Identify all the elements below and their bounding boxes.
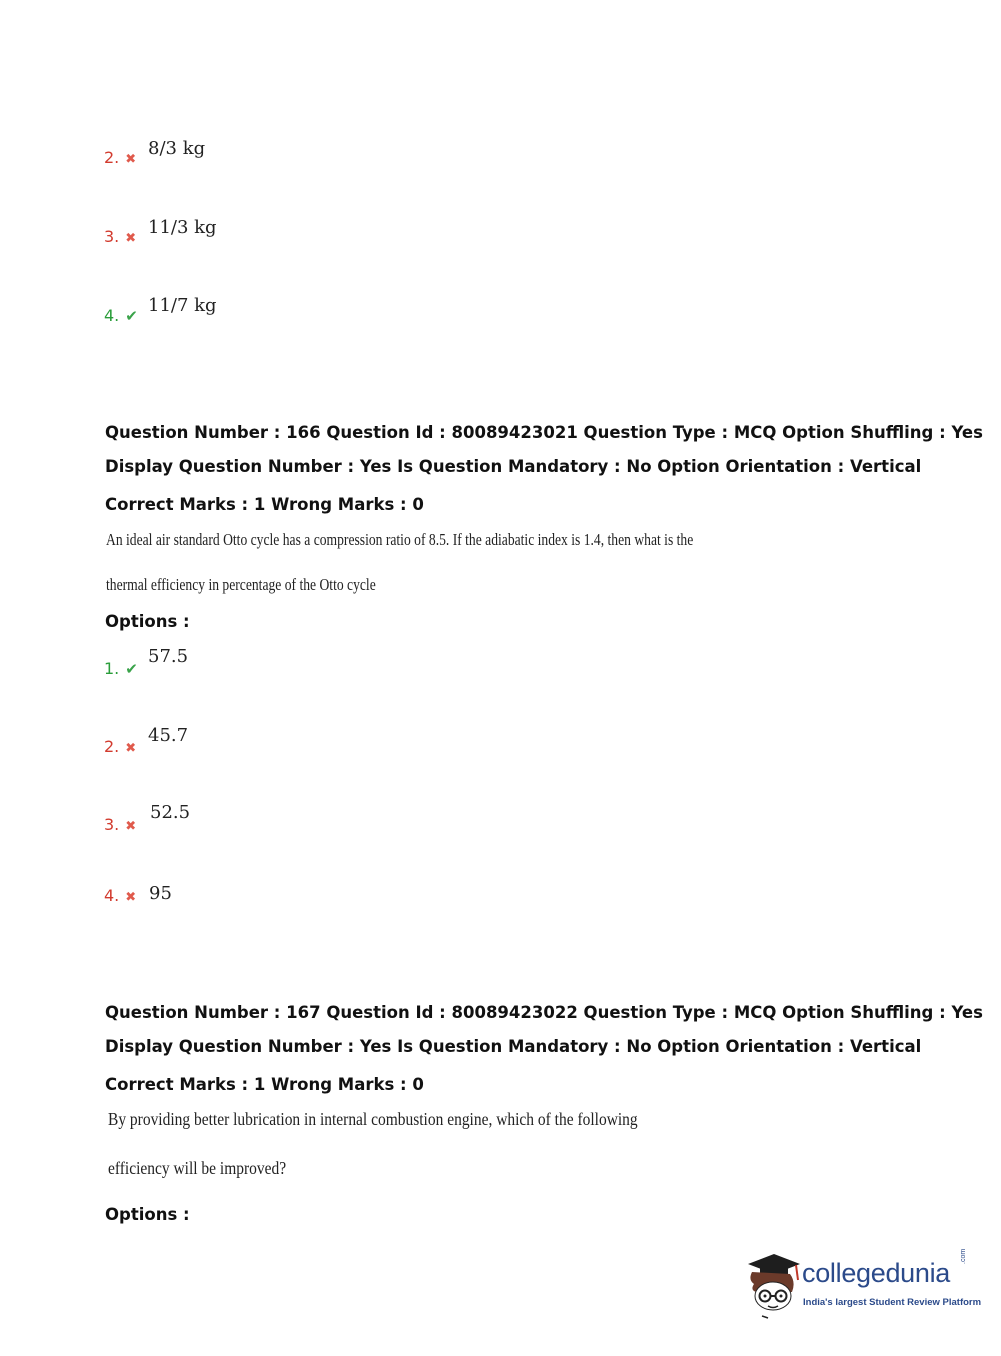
option-row bbox=[104, 886, 136, 905]
question-meta-line2: Display Question Number : Yes Is Question Mandatory : No Option Orientation : Vertical bbox=[105, 1037, 922, 1056]
option-text: 8/3 kg bbox=[148, 138, 206, 159]
mascot-icon bbox=[742, 1250, 804, 1320]
options-label: Options : bbox=[105, 1205, 190, 1224]
question-text-line2: efficiency will be improved? bbox=[108, 1158, 287, 1178]
logo-name: collegedunia bbox=[802, 1258, 951, 1288]
question-marks: Correct Marks : 1 Wrong Marks : 0 bbox=[105, 495, 424, 514]
logo-tagline: India's largest Student Review Platform bbox=[803, 1297, 982, 1308]
question-text-line2: thermal efficiency in percentage of the Otto cycle bbox=[106, 575, 376, 594]
option-row bbox=[104, 306, 138, 325]
cross-icon: ✖ bbox=[125, 741, 137, 756]
option-number: 1. bbox=[104, 659, 120, 678]
cross-icon: ✖ bbox=[125, 890, 137, 905]
cross-icon: ✖ bbox=[125, 819, 137, 834]
option-row bbox=[104, 737, 136, 756]
option-row bbox=[104, 815, 136, 834]
question-text-line1: By providing better lubrication in internal combustion engine, which of the following bbox=[108, 1109, 638, 1129]
options-label: Options : bbox=[105, 612, 190, 631]
question-meta-line2: Display Question Number : Yes Is Question Mandatory : No Option Orientation : Vertical bbox=[105, 457, 922, 476]
question-text-line1: An ideal air standard Otto cycle has a compression ratio of 8.5. If the adiabatic index is 1.4, then what is the bbox=[106, 530, 694, 549]
option-text: 11/3 kg bbox=[148, 217, 217, 238]
option-text: 45.7 bbox=[148, 725, 189, 746]
option-number: 3. bbox=[104, 227, 120, 246]
question-meta-line1: Question Number : 167 Question Id : 80089423022 Question Type : MCQ Option Shuffling : Yes bbox=[105, 1003, 983, 1022]
logo-suffix: .com bbox=[960, 1248, 967, 1264]
option-number: 4. bbox=[104, 306, 120, 325]
option-number: 4. bbox=[104, 886, 120, 905]
option-text: 52.5 bbox=[150, 802, 191, 823]
question-meta-line1: Question Number : 166 Question Id : 80089423021 Question Type : MCQ Option Shuffling : Yes bbox=[105, 423, 983, 442]
option-row bbox=[104, 659, 138, 678]
cross-icon: ✖ bbox=[125, 152, 137, 167]
option-number: 3. bbox=[104, 815, 120, 834]
option-row bbox=[104, 227, 136, 246]
option-number: 2. bbox=[104, 737, 120, 756]
question-marks: Correct Marks : 1 Wrong Marks : 0 bbox=[105, 1075, 424, 1094]
option-number: 2. bbox=[104, 148, 120, 167]
cross-icon: ✖ bbox=[125, 231, 137, 246]
option-row bbox=[104, 148, 136, 167]
option-text: 95 bbox=[149, 883, 172, 904]
collegedunia-logo bbox=[742, 1248, 982, 1320]
check-icon: ✔ bbox=[125, 660, 138, 678]
option-text: 57.5 bbox=[148, 646, 189, 667]
check-icon: ✔ bbox=[125, 307, 138, 325]
option-text: 11/7 kg bbox=[148, 295, 217, 316]
